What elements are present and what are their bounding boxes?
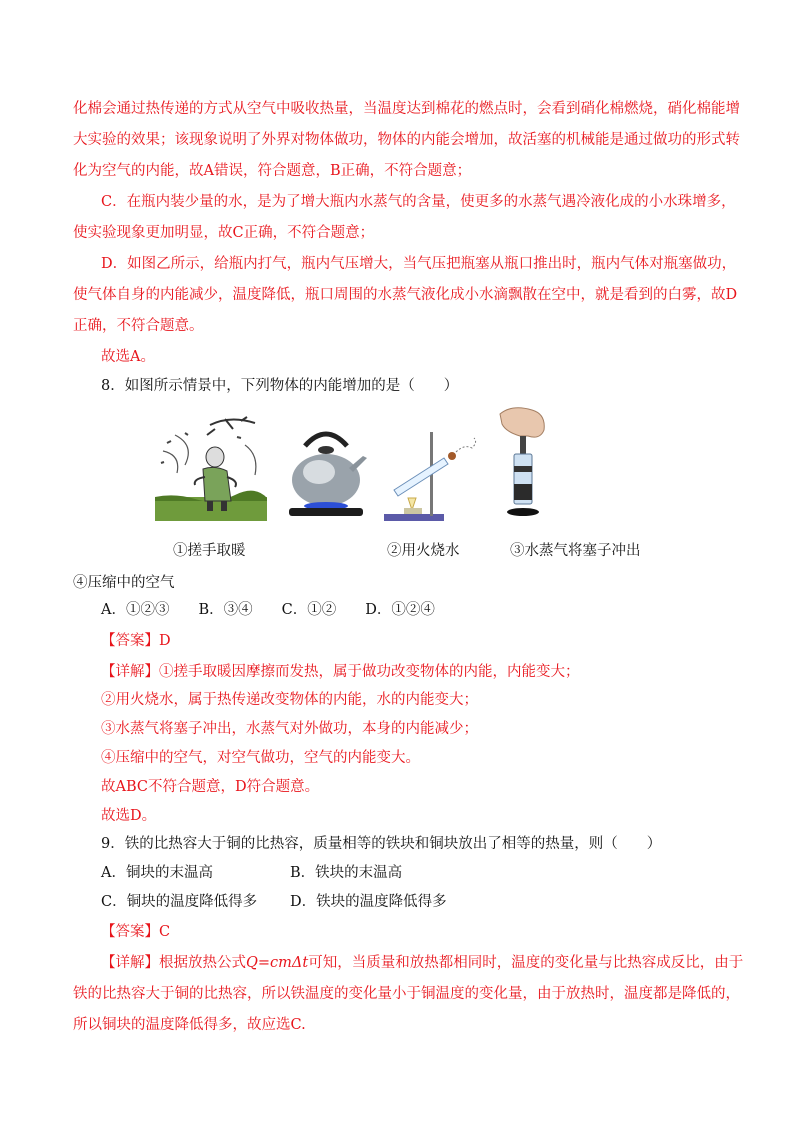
figure-compressed-air [492,402,554,522]
answer-line [101,631,171,651]
question-8-stem: 8．如图所示情景中，下列物体的内能增加的是（ ） [101,378,459,394]
explanation-line: 使气体自身的内能减少，温度降低，瓶口周围的水蒸气液化成小水滴飘散在空中，就是看到的白雾，故D [73,287,738,303]
option-b: B．铁块的末温高 [290,865,403,881]
option-c: C．铜块的温度降低得多 [101,894,258,910]
option-a: A．铜块的末温高 [101,865,213,881]
answer-choice: 故选A。 [101,349,155,365]
figure-rubbing-hands [155,415,267,521]
explanation-line: 化为空气的内能，故A错误，符合题意，B正确，不符合题意； [73,163,472,179]
question-8-options: A．①②③ B．③④ C．①② D．①②④ [101,602,435,618]
detail-line: ③水蒸气将塞子冲出，水蒸气对外做功，本身的内能减少； [101,721,478,737]
detail-tag: 【详解】 [101,664,159,680]
figure-caption: ④压缩中的空气 [73,575,175,591]
explanation-line: 大实验的效果；该现象说明了外界对物体做功，物体的内能会增加，故活塞的机械能是通过做功的形式转 [73,132,740,148]
explanation-line: 正确，不符合题意。 [73,318,204,334]
figure-steam-cork [382,428,480,524]
figure-caption: ③水蒸气将塞子冲出 [510,543,641,559]
formula: Q=cmΔt [246,955,309,971]
question-9-stem: 9．铁的比热容大于铜的比热容，质量相等的铁块和铜块放出了相等的热量，则（ ） [101,836,662,852]
detail-line: ②用火烧水，属于热传递改变物体的内能，水的内能变大； [101,692,478,708]
explanation-line: 使实验现象更加明显，故C正确，不符合题意； [73,225,375,241]
figure-caption: ①搓手取暖 [173,543,246,559]
detail-line [101,662,580,682]
answer-value: D [159,633,171,649]
detail-tag: 【详解】 [101,955,159,971]
figure-caption: ②用火烧水 [387,543,460,559]
detail-line: 所以铜块的温度降低得多，故应选C. [73,1017,306,1033]
detail-line: 故ABC不符合题意，D符合题意。 [101,779,320,795]
figure-kettle-on-fire [283,420,369,520]
detail-line: ④压缩中的空气，对空气做功，空气的内能变大。 [101,750,420,766]
explanation-line: C．在瓶内装少量的水，是为了增大瓶内水蒸气的含量，使更多的水蒸气遇冷液化成的小水珠增多， [101,194,736,210]
answer-value: C [159,924,171,940]
detail-text: 可知，当质量和放热都相同时，温度的变化量与比热容成反比，由于 [308,955,744,971]
detail-line: 铁的比热容大于铜的比热容，所以铁温度的变化量小于铜温度的变化量，由于放热时，温度都是降低的， [73,986,740,1002]
answer-tag: 【答案】 [101,633,159,649]
explanation-line: D．如图乙所示，给瓶内打气，瓶内气压增大，当气压把瓶塞从瓶口推出时，瓶内气体对瓶塞做功， [101,256,737,272]
answer-line [101,922,170,942]
answer-choice: 故选D。 [101,808,157,824]
answer-tag: 【答案】 [101,924,159,940]
detail-text: ①搓手取暖因摩擦而发热，属于做功改变物体的内能，内能变大； [159,664,580,680]
detail-text: 根据放热公式 [159,955,246,971]
option-d: D．铁块的温度降低得多 [290,894,447,910]
explanation-line: 化棉会通过热传递的方式从空气中吸收热量，当温度达到棉花的燃点时，会看到硝化棉燃烧，硝化棉能增 [73,101,740,117]
detail-line [101,953,743,973]
